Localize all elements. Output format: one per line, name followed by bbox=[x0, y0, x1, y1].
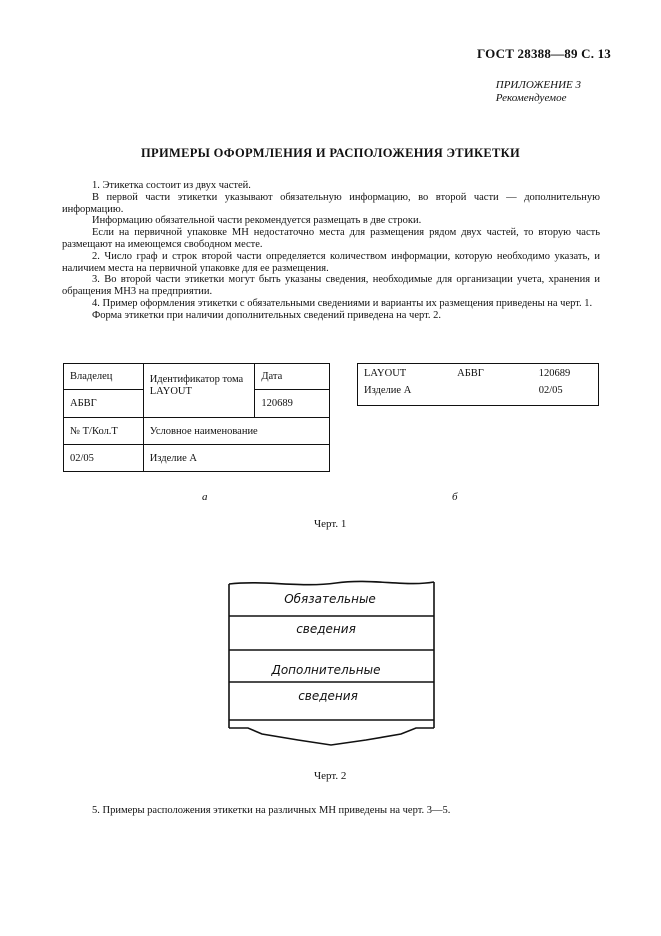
fig2-section2-line1: Дополнительные bbox=[271, 663, 381, 677]
owner-label: Владелец bbox=[64, 364, 144, 390]
date-label: Дата bbox=[255, 364, 330, 390]
note-5: 5. Примеры расположения этикетки на различных МН приведены на черт. 3—5. bbox=[92, 805, 451, 816]
appendix-block bbox=[496, 79, 581, 105]
b-name: Изделие А bbox=[364, 385, 412, 396]
caption-a: а bbox=[202, 491, 208, 503]
paragraph: В первой части этикетки указывают обязательную информацию, во второй части — дополнительную информацию. bbox=[62, 191, 600, 215]
appendix-label: ПРИЛОЖЕНИЕ 3 bbox=[495, 79, 581, 91]
page-header-standard-ref: ГОСТ 28388—89 С. 13 bbox=[477, 46, 611, 61]
paragraph: 3. Во второй части этикетки могут быть указаны сведения, необходимые для организации учета, хранения и обращения МН3 на предприятии. bbox=[62, 274, 600, 298]
name-label: Условное наименование bbox=[143, 418, 329, 445]
label-table-b bbox=[357, 363, 599, 406]
b-number: 02/05 bbox=[538, 385, 563, 396]
figure1-caption: Черт. 1 bbox=[314, 518, 347, 530]
paragraph: Если на первичной упаковке МН недостаточно места для размещения рядом двух частей, то вторую часть размещают на имеющемся свободном месте. bbox=[62, 227, 600, 250]
page-title: ПРИМЕРЫ ОФОРМЛЕНИЯ И РАСПОЛОЖЕНИЯ ЭТИКЕТКИ bbox=[140, 146, 520, 160]
label-form-drawing bbox=[226, 578, 438, 748]
owner-value: АБВГ bbox=[64, 390, 144, 418]
caption-b: б bbox=[452, 491, 458, 503]
fig2-section2-line2: сведения bbox=[298, 689, 358, 703]
paragraph: 2. Число граф и строк второй части определяется количеством информации, которую необходимо указать, и наличием места на первичной упаковке для ее размещения. bbox=[62, 250, 600, 274]
b-date: 120689 bbox=[538, 368, 571, 379]
b-volume-id: LAYOUT bbox=[364, 368, 407, 379]
fig2-section1-line1: Обязательные bbox=[284, 592, 376, 606]
fig2-section1-line2: сведения bbox=[296, 622, 356, 636]
name-value: Изделие А bbox=[143, 445, 329, 472]
body-text bbox=[62, 180, 600, 322]
paragraph: 1. Этикетка состоит из двух частей. bbox=[92, 180, 251, 191]
paragraph: Форма этикетки при наличии дополнительных сведений приведена на черт. 2. bbox=[92, 309, 442, 321]
volume-id-label: Идентификатор тома LAYOUT bbox=[143, 364, 255, 418]
b-owner: АБВГ bbox=[457, 368, 484, 379]
appendix-status: Рекомендуемое bbox=[495, 92, 567, 104]
figure2-caption: Черт. 2 bbox=[314, 770, 347, 782]
wavy-top-edge bbox=[229, 581, 434, 584]
paragraph: 4. Пример оформления этикетки с обязательными сведениями и варианты их размещения приведены на черт. 1. bbox=[92, 297, 593, 309]
b-empty-cell bbox=[451, 381, 533, 405]
date-value: 120689 bbox=[255, 390, 330, 418]
label-table-a bbox=[63, 363, 330, 472]
number-value: 02/05 bbox=[64, 445, 144, 472]
torn-bottom-edge bbox=[229, 728, 434, 745]
number-label: № Т/Кол.Т bbox=[64, 418, 144, 445]
paragraph: Информацию обязательной части рекомендуется размещать в две строки. bbox=[92, 215, 422, 227]
